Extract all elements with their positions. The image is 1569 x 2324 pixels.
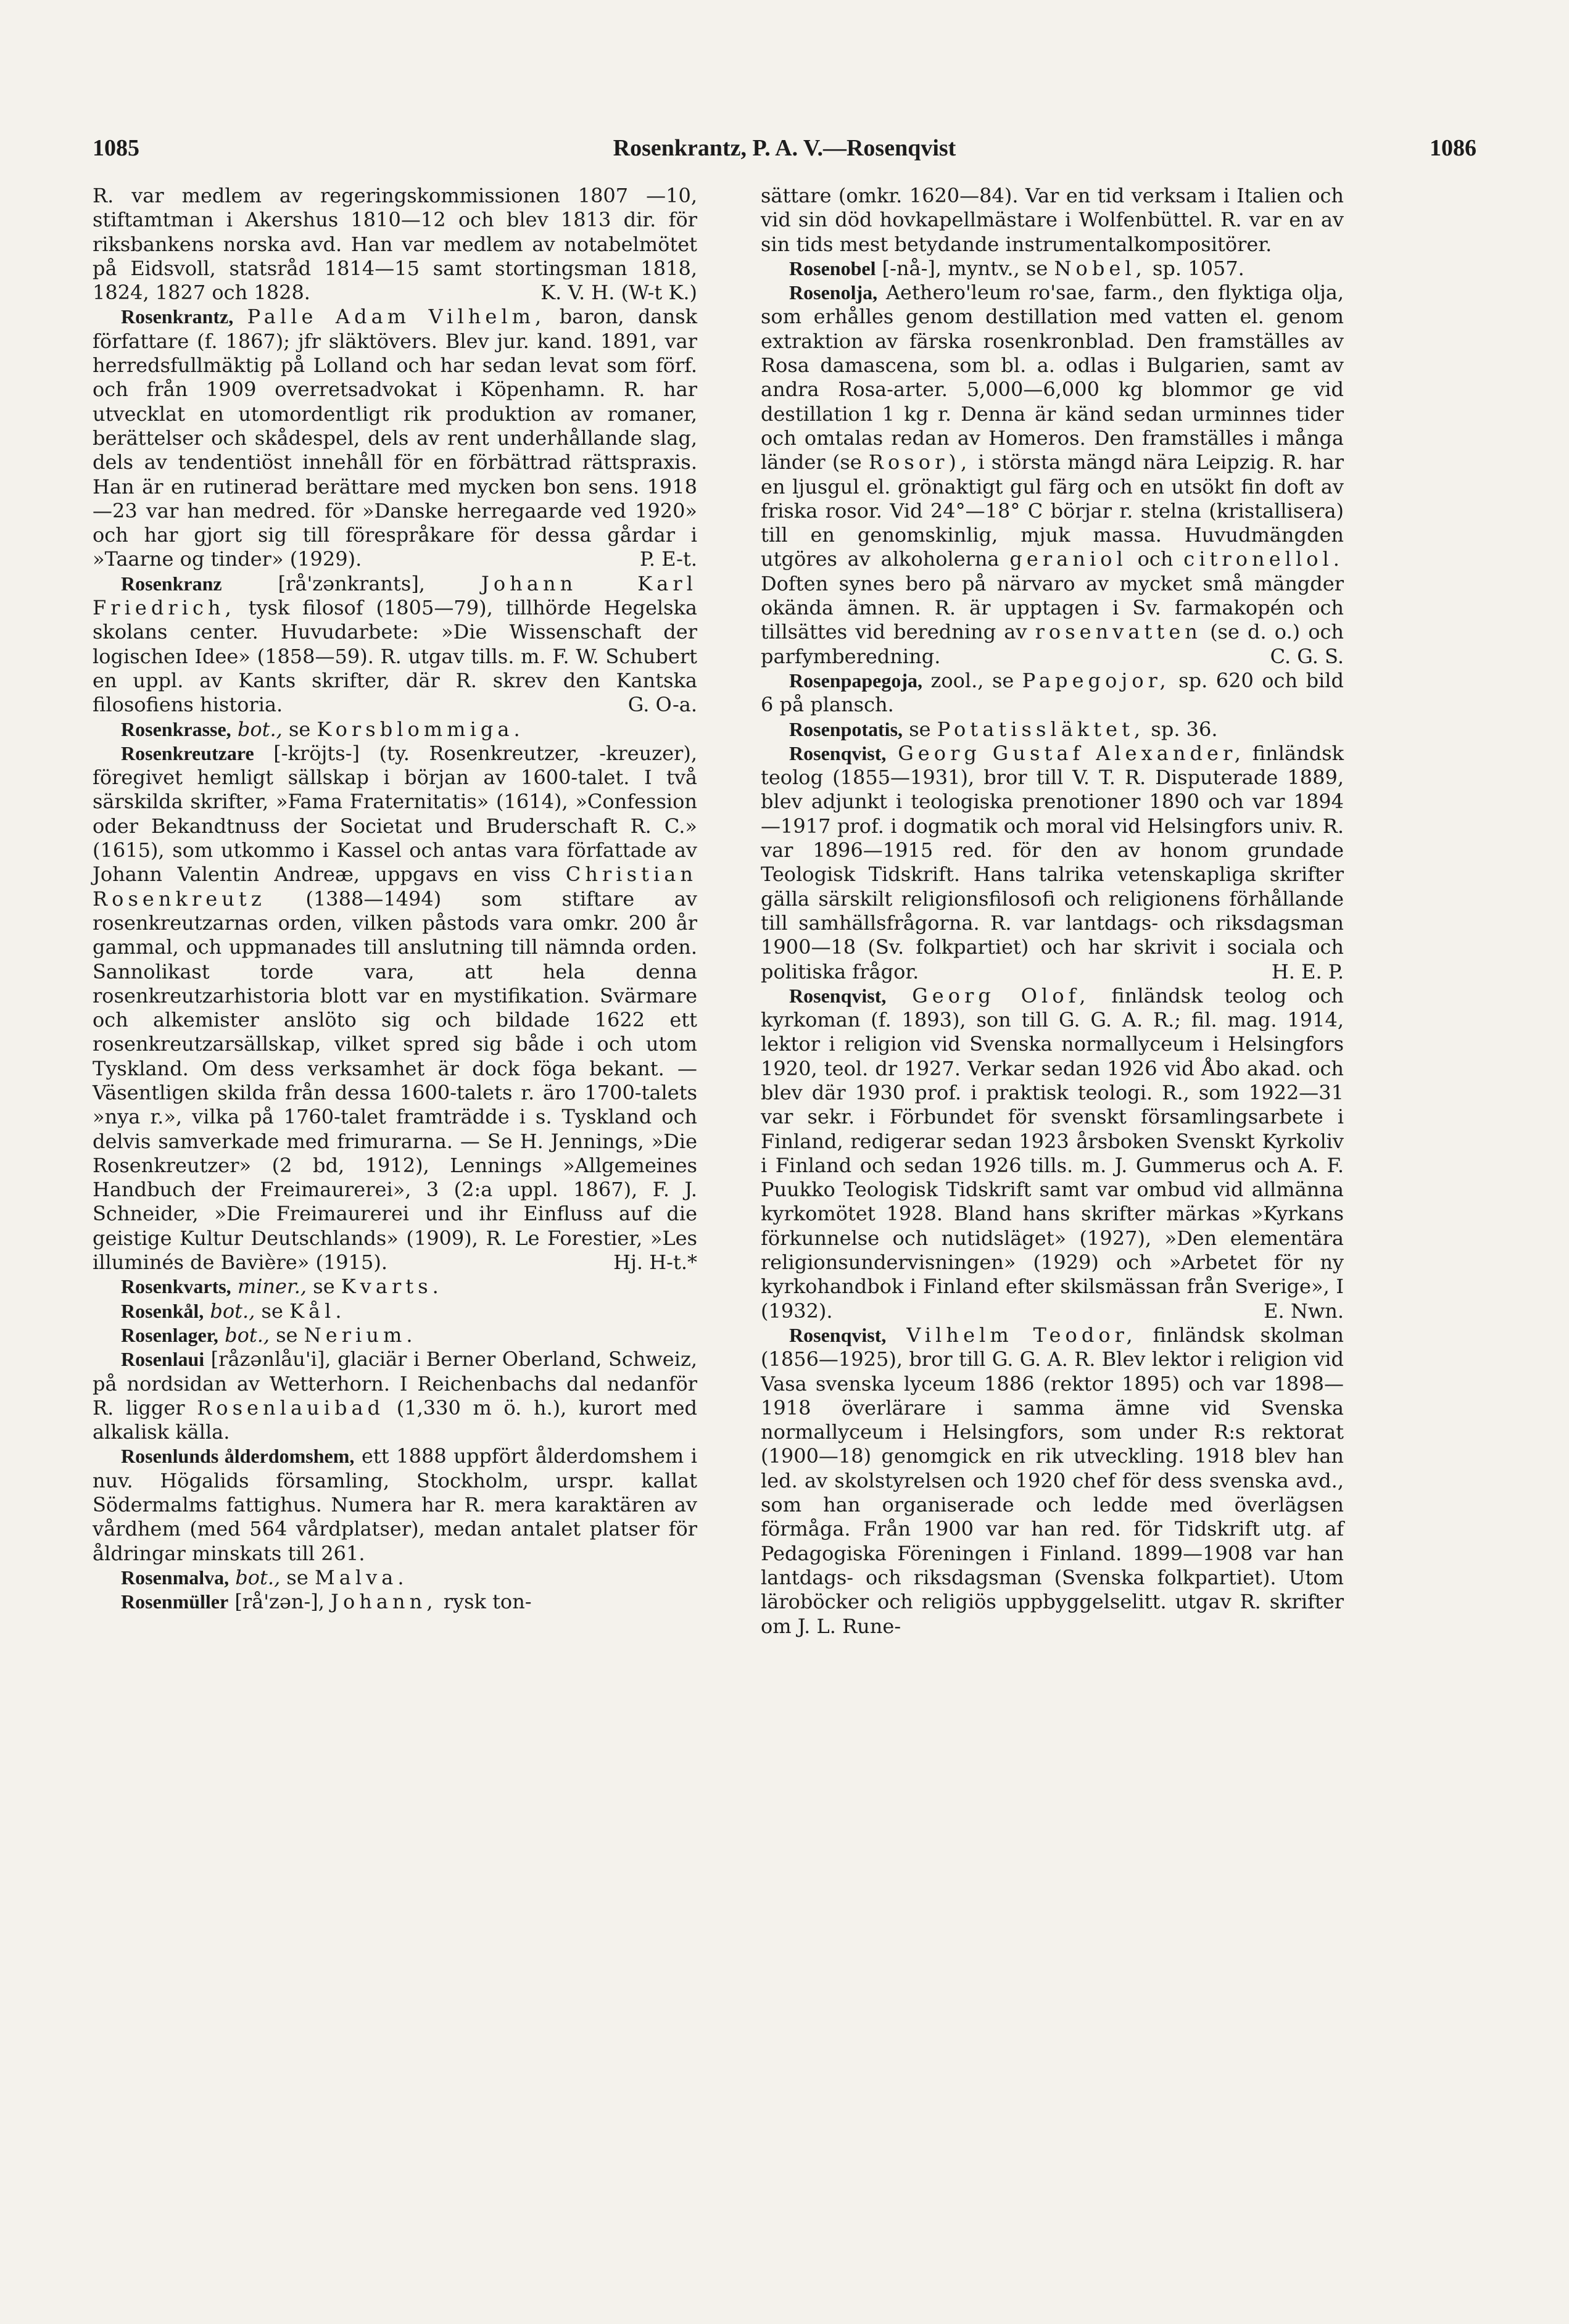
person-name: Vilhelm Teodor, [886, 1323, 1137, 1347]
headword: Rosenkreutzare [121, 742, 254, 764]
cross-reference: Malva. [314, 1565, 408, 1589]
entry-continuation: sättare (omkr. 1620—84). Var en tid verksam i Italien och vid sin död hovkapellmästare i Wolfenbüttel. R. var en av sin tids mest betydande instrumentalkompositörer. [761, 184, 1344, 256]
place-name: Rosenlauibad [197, 1396, 385, 1420]
entry-rosenqvist-georg-gustaf: Rosenqvist, Georg Gustaf Alexander, finländsk teolog (1855—1931), bror till V. T. R. Disputerade 1889, blev adjunkt i teologiska prenotioner 1890 och var 1894—1917 prof. i dogmatik och moral vid Helsingfors univ. R. var 1896—1915 red. för den av honom grundade Teologisk Tidskrift. Hans talrika vetenskapliga skrifter gälla särskilt religionsfilosofi och religionens förhållande till samhällsfrågorna. R. var lantdags- och riksdagsman 1900—18 (Sv. folkpartiet) och har skrivit i sociala och politiska frågor. H. E. P. [761, 741, 1344, 983]
headword: Rosenolja, [789, 281, 878, 304]
headword: Rosenmalva, [121, 1566, 230, 1589]
person-name: Johann Karl Friedrich, [93, 571, 697, 620]
headword: Rosenmüller [121, 1590, 229, 1613]
right-column [761, 184, 1344, 1639]
entry-rosenmuller: Rosenmüller [rå'zən-], Johann, rysk ton- [121, 1590, 532, 1614]
headword: Rosenlager, [121, 1323, 218, 1346]
signature: Hj. H-t.* [613, 1251, 697, 1275]
entry-rosenqvist-georg-olof: Rosenqvist, Georg Olof, finländsk teolog och kyrkoman (f. 1893), son till G. G. A. R.; fil. mag. 1914, lektor i religion vid Svenska normallyceum i Helsingfors 1920, teol. dr 1927. Verkar sedan 1926 vid Åbo akad. och blev där 1930 prof. i praktisk teologi. R., som 1922—31 var sekr. i Förbundet för svenskt församlingsarbete i Finland, redigerar sedan 1923 årsboken Svenskt Kyrkoliv i Finland och sedan 1926 tills. m. J. Gummerus och A. F. Puukko Teologisk Tidskrift samt var ombud vid allmänna kyrkomötet 1928. Bland hans skrifter märkas »Kyrkans förkunnelse och nutidsläget» (1927), »Den elementära religionsundervisningen» (1929) och »Arbetet för ny kyrkohandbok i Finland efter skilsmässan från Sverige», I (1932). E. Nwn. [761, 983, 1344, 1323]
signature: E. Nwn. [1264, 1299, 1344, 1323]
cross-reference: Potatissläktet, [937, 717, 1145, 741]
entry-rosenkal: Rosenkål, bot., se Kål. [121, 1299, 346, 1323]
person-name: Georg Gustaf Alexander, [886, 741, 1246, 765]
cross-reference: Papegojor, [1022, 668, 1170, 692]
entry-rosenlunds: Rosenlunds ålderdomshem, ett 1888 uppfört ålderdomshem i nuv. Högalids församling, Stockholm, urspr. kallat Södermalms fattighus. Numera har R. mera karaktären av vårdhem (med 564 vårdplatser), medan antalet platser för åldringar minskats till 261. [93, 1444, 698, 1565]
cross-reference: geraniol [1009, 547, 1127, 571]
headword: Rosenlaui [121, 1348, 205, 1371]
cross-reference: Kål. [289, 1299, 346, 1323]
headword: Rosenqvist, [789, 1323, 887, 1346]
signature: G. O-a. [627, 693, 697, 717]
headword: Rosenqvist, [789, 742, 887, 764]
headword: Rosenlunds ålderdomshem, [121, 1445, 355, 1468]
entry-rosenkvarts: Rosenkvarts, miner., se Kvarts. [121, 1275, 443, 1299]
headword: Rosenkvarts, [121, 1275, 231, 1298]
signature: C. G. S. [1270, 644, 1344, 668]
cross-reference: Rosor), [868, 450, 972, 474]
page-header [93, 134, 1476, 172]
entry-rosenpapegoja: Rosenpapegoja, zool., se Papegojor, sp. 620 och bild 6 på plansch. [761, 668, 1344, 717]
cross-reference: citronellol. [1183, 547, 1344, 571]
entry-rosenqvist-vilhelm: Rosenqvist, Vilhelm Teodor, finländsk skolman (1856—1925), bror till G. G. A. R. Blev lektor i religion vid Vasa svenska lyceum 1886 (rektor 1895) och var 1898—1918 överlärare i samma ämne vid Svenska normallyceum i Helsingfors, som under R:s rektorat (1900—18) genomgick en rik utveckling. 1918 blev han led. av skolstyrelsen och 1920 chef för dess svenska avd., som han organiserade och ledde med överlägsen förmåga. Från 1900 var han red. för Tidskrift utg. af Pedagogiska Föreningen i Finland. 1899—1908 var han lantdags- och riksdagsman (Svenska folkpartiet). Utom läroböcker och religiös uppbyggelselitt. utgav R. skrifter om J. L. Rune- [761, 1323, 1344, 1638]
entry-continuation: R. var medlem av regeringskommissionen 1807 —10, stiftamtman i Akershus 1810—12 och blev 1813 dir. för riksbankens norska avd. Han var medlem av notabelmötet på Eidsvoll, statsråd 1814—15 samt stortingsman 1818, 1824, 1827 och 1828. K. V. H. (W-t K.) [93, 184, 697, 305]
signature: K. V. H. (W-t K.) [540, 281, 697, 305]
cross-reference: Kvarts. [341, 1275, 443, 1299]
headword: Rosenkrasse, [121, 717, 231, 740]
headword: Rosenpotatis, [789, 717, 903, 740]
entry-rosenmalva: Rosenmalva, bot., se Malva. [121, 1565, 408, 1589]
left-column [93, 184, 697, 1615]
headword: Rosenkål, [121, 1299, 204, 1322]
person-name: Palle Adam Vilhelm, [247, 305, 546, 329]
running-title: Rosenkrantz, P. A. V.—Rosenqvist [613, 135, 956, 161]
person-name: Christian Rosenkreutz [93, 862, 697, 911]
cross-reference: Korsblommiga. [317, 717, 524, 741]
signature: H. E. P. [1271, 959, 1344, 983]
cross-reference: Nobel, [1054, 256, 1146, 280]
headword: Rosenpapegoja, [789, 669, 923, 692]
entry-rosenpotatis: Rosenpotatis, se Potatissläktet, sp. 36. [789, 717, 1218, 741]
headword: Rosenkranz [121, 572, 222, 595]
entry-rosenkrantz: Rosenkrantz, Palle Adam Vilhelm, baron, dansk författare (f. 1867); jfr släktövers. Blev jur. kand. 1891, var herredsfullmäktig på Lolland och har sedan levat som förf. och från 1909 overretsadvokat i Köpenhamn. R. har utvecklat en utomordentligt rik produktion av romaner, berättelser och skådespel, dels av rent underhållande slag, dels av tendentiöst innehåll för en förbättrad rättspraxis. Han är en rutinerad berättare med mycken bon sens. 1918—23 var han medred. för »Danske herregaarde ved 1920» och har gjort sig till förespråkare för dessa gårdar i »Taarne og tinder» (1929). P. E-t. [93, 305, 698, 571]
headword: Rosenqvist, [789, 984, 887, 1007]
entry-rosenolja: Rosenolja, Aethero'leum ro'sae, farm., den flyktiga olja, som erhålles genom destillation med vatten el. genom extraktion av färska rosenkronblad. Den framställes av Rosa damascena, som bl. a. odlas i Bulgarien, samt av andra Rosa-arter. 5,000—6,000 kg blommor ge vid destillation 1 kg r. Denna är känd sedan urminnes tider och omtalas redan av Homeros. Den framställes i många länder (se Rosor), i största mängd nära Leipzig. R. har en ljusgul el. grönaktigt gul färg och en utsökt fin doft av friska rosor. Vid 24°—18° C börjar r. stelna (kristallisera) till en genomskinlig, mjuk massa. Huvudmängden utgöres av alkoholerna geraniol och citronellol. Doften synes bero på närvaro av mycket små mängder okända ämnen. R. är upptagen i Sv. farmakopén och tillsättes vid beredning av rosenvatten (se d. o.) och parfymberedning. C. G. S. [761, 281, 1344, 668]
person-name: Johann, [331, 1590, 437, 1614]
headword: Rosenkrantz, [121, 305, 234, 328]
page-number-right: 1086 [1430, 135, 1476, 161]
entry-rosenkrasse: Rosenkrasse, bot., se Korsblommiga. [121, 717, 524, 741]
entry-rosenlaui: Rosenlaui [råzənlåu'i], glaciär i Berner Oberland, Schweiz, på nordsidan av Wetterhorn. I Reichenbachs dal nedanför R. ligger Rosenlauibad (1,330 m ö. h.), kurort med alkalisk källa. [93, 1347, 697, 1444]
person-name: Georg Olof, [886, 983, 1090, 1007]
page-number-left: 1085 [93, 135, 139, 161]
entry-rosenlager: Rosenlager, bot., se Nerium. [121, 1323, 417, 1347]
signature: P. E-t. [639, 547, 697, 571]
cross-reference: rosenvatten [1035, 620, 1202, 644]
entry-rosenkreutzare: Rosenkreutzare [-kröjts-] (ty. Rosenkreutzer, -kreuzer), föregivet hemligt sällskap i början av 1600-talet. I två särskilda skrifter, »Fama Fraternitatis» (1614), »Confession oder Bekandtnuss der Societat und Bruderschaft R. C.» (1615), som utkommo i Kassel och antas vara författade av Johann Valentin Andreæ, uppgavs en viss Christian Rosenkreutz (1388—1494) som stiftare av rosenkreutzarnas orden, vilken påstods vara omkr. 200 år gammal, och uppmanades till anslutning till nämnda orden. Sannolikast torde vara, att hela denna rosenkreutzarhistoria blott var en mystifikation. Svärmare och alkemister anslöto sig och bildade 1622 ett rosenkreutzarsällskap, vilket spred sig både i och utom Tyskland. Om dess verksamhet är dock föga bekant. — Väsentligen skilda från dessa 1600-talets r. äro 1700-talets »nya r.», vilka på 1760-talet framträdde i s. Tyskland och delvis samverkade med frimurarna. — Se H. Jennings, »Die Rosenkreutzer» (2 bd, 1912), Lennings »Allgemeines Handbuch der Freimaurerei», 3 (2:a uppl. 1867), F. J. Schneider, »Die Freimaurerei und ihr Einfluss auf die geistige Kultur Deutschlands» (1909), R. Le Forestier, »Les illuminés de Bavière» (1915). Hj. H-t.* [93, 741, 697, 1275]
cross-reference: Nerium. [304, 1323, 417, 1347]
entry-rosenkranz: Rosenkranz [rå'zənkrants], Johann Karl Friedrich, tysk filosof (1805—79), tillhörde Hegelska skolans center. Huvudarbete: »Die Wissenschaft der logischen Idee» (1858—59). R. utgav tills. m. F. W. Schubert en uppl. av Kants skrifter, där R. skrev den Kantska filosofiens historia. G. O-a. [93, 571, 697, 717]
entry-rosenobel: Rosenobel [-nå-], myntv., se Nobel, sp. 1057. [789, 256, 1244, 280]
headword: Rosenobel [789, 257, 876, 279]
